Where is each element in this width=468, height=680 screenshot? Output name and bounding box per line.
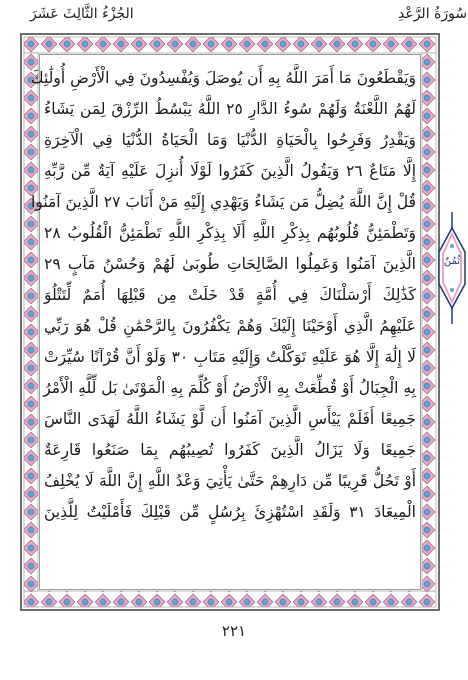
text-line: وَيَقْدِرُ وَفَرِحُوا بِالْحَيَاةِ الدُّنْيَا وَمَا الْحَيَاةُ الدُّنْيَا فِي الْآخِرَةِ — [44, 131, 416, 149]
text-line: لَهُمُ اللَّعْنَةُ وَلَهُمْ سُوءُ الدَّارِ ٢٥ اللَّهُ يَبْسُطُ الرِّزْقَ لِمَن يَشَاءُ — [44, 100, 416, 118]
hizb-marker-ornament-icon — [438, 212, 466, 324]
text-line: جَمِيعًا أَفَلَمْ يَيْأَسِ الَّذِينَ آمَنُوا أَن لَّوْ يَشَاءُ اللَّهُ لَهَدَى النَّاسَ — [44, 410, 416, 428]
text-line: جَمِيعًا وَلَا يَزَالُ الَّذِينَ كَفَرُوا تُصِيبُهُم بِمَا صَنَعُوا قَارِعَةٌ — [44, 441, 416, 459]
hizb-marker — [438, 212, 466, 324]
surah-name: سُورَةُ الرَّعْدِ — [398, 6, 468, 22]
page-number: ٢٢١ — [221, 622, 247, 640]
text-line: وَيَقْطَعُونَ مَا أَمَرَ اللَّهُ بِهِ أَن يُوصَلَ وَيُفْسِدُونَ فِي الْأَرْضِ أُولَٰئِكَ — [30, 69, 416, 87]
text-line: لَا إِلَٰهَ إِلَّا هُوَ عَلَيْهِ تَوَكَّلْتُ وَإِلَيْهِ مَتَابِ ٣٠ وَلَوْ أَنَّ قُرْآنًا سُيِّرَتْ — [44, 348, 417, 366]
text-line: عَلَيْهِمُ الَّذِي أَوْحَيْنَا إِلَيْكَ وَهُمْ يَكْفُرُونَ بِالرَّحْمَٰنِ قُلْ هُوَ رَبِّي — [44, 317, 416, 335]
page-frame — [20, 33, 440, 611]
text-line: الَّذِينَ آمَنُوا وَعَمِلُوا الصَّالِحَاتِ طُوبَىٰ لَهُمْ وَحُسْنُ مَآبٍ ٢٩ — [44, 255, 416, 273]
text-line: قُلْ إِنَّ اللَّهَ يُضِلُّ مَن يَشَاءُ وَيَهْدِي إِلَيْهِ مَنْ أَنَابَ ٢٧ الَّذِينَ آمَنُوا — [31, 193, 416, 211]
page-header — [0, 0, 468, 30]
text-line: كَذَٰلِكَ أَرْسَلْنَاكَ فِي أُمَّةٍ قَدْ خَلَتْ مِن قَبْلِهَا أُمَمٌ لِّتَتْلُوَ — [44, 286, 416, 304]
text-line: إِلَّا مَتَاعٌ ٢٦ وَيَقُولُ الَّذِينَ كَفَرُوا لَوْلَا أُنزِلَ عَلَيْهِ آيَةٌ مِّن رَّبِّهِ — [44, 162, 417, 180]
text-line: بِهِ الْجِبَالُ أَوْ قُطِّعَتْ بِهِ الْأَرْضُ أَوْ كُلِّمَ بِهِ الْمَوْتَىٰ بَل لِّلَّهِ الْأَمْرُ — [43, 379, 416, 397]
hizb-marker-label: ثُمُنٌ — [443, 256, 461, 267]
text-line: وَتَطْمَئِنُّ قُلُوبُهُم بِذِكْرِ اللَّهِ أَلَا بِذِكْرِ اللَّهِ تَطْمَئِنُّ الْقُلُوبُ ٢٨ — [44, 224, 416, 242]
text-line: أَوْ تَحُلُّ قَرِيبًا مِّن دَارِهِمْ حَتَّىٰ يَأْتِيَ وَعْدُ اللَّهِ إِنَّ اللَّهَ لَا يُخْلِفُ — [44, 472, 416, 490]
juz-name: الجُزْءُ الثَّالِثَ عَشَرَ — [30, 6, 134, 22]
quran-text — [30, 63, 417, 583]
text-line: الْمِيعَادَ ٣١ وَلَقَدِ اسْتُهْزِئَ بِرُسُلٍ مِّن قَبْلِكَ فَأَمْلَيْتُ لِلَّذِينَ — [44, 503, 416, 521]
